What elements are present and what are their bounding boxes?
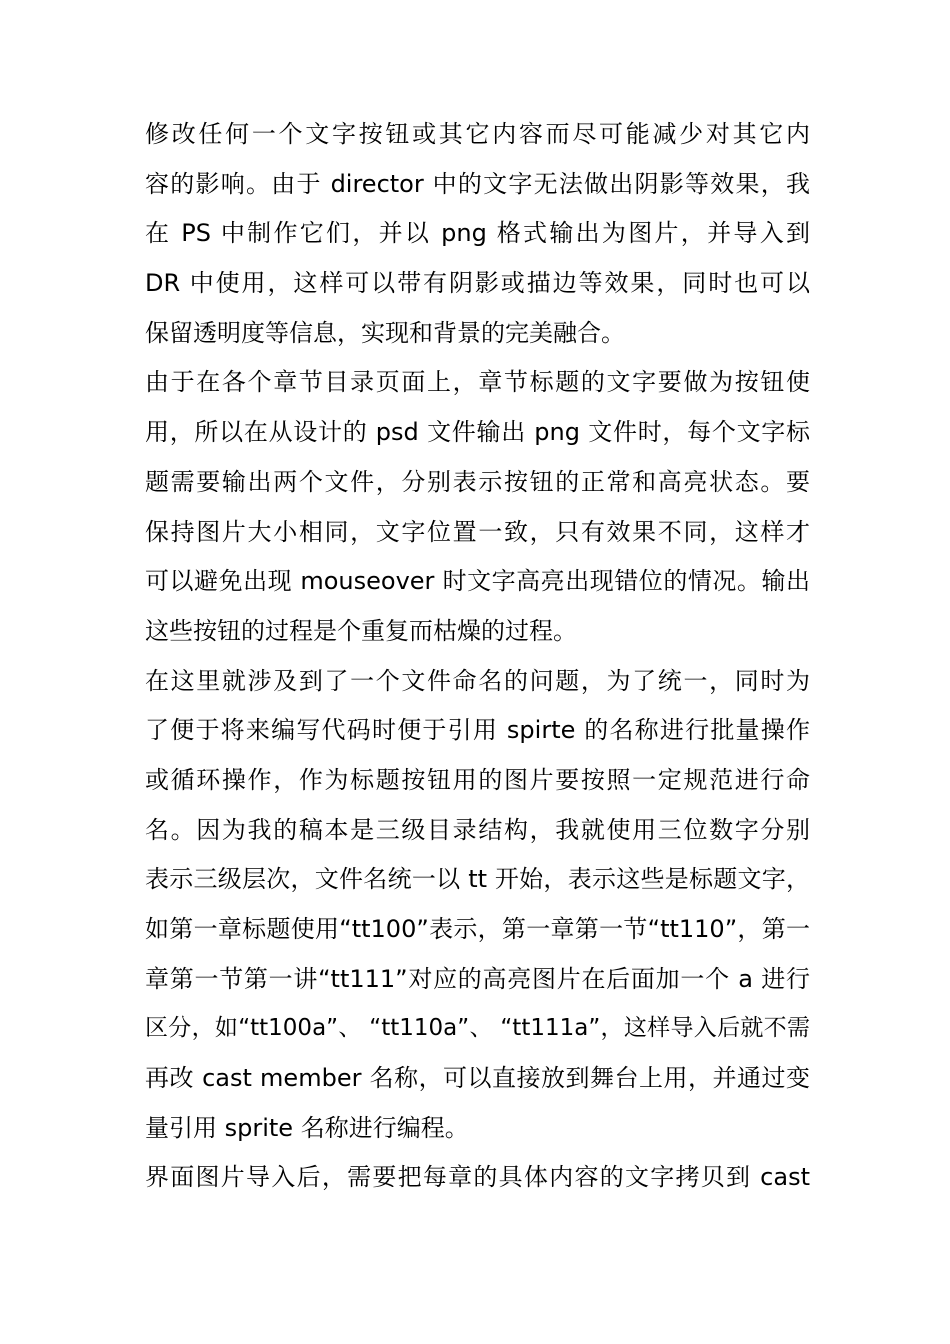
text-line: 题需要输出两个文件，分别表示按钮的正常和高亮状态。要 — [145, 467, 810, 496]
text-line: 界面图片导入后，需要把每章的具体内容的文字拷贝到 cast — [145, 1163, 810, 1192]
text-line: 在这里就涉及到了一个文件命名的问题，为了统一，同时为 — [145, 666, 810, 695]
text-line: 可以避免出现 mouseover 时文字高亮出现错位的情况。输出 — [145, 567, 810, 596]
text-line: 这些按钮的过程是个重复而枯燥的过程。 — [145, 616, 577, 645]
text-line: 保持图片大小相同，文字位置一致，只有效果不同，这样才 — [145, 517, 810, 546]
text-line: 由于在各个章节目录页面上，章节标题的文字要做为按钮使 — [145, 368, 810, 397]
text-line: 用，所以在从设计的 psd 文件输出 png 文件时，每个文字标 — [145, 418, 810, 447]
text-line: 量引用 sprite 名称进行编程。 — [145, 1113, 469, 1142]
body-text — [145, 110, 810, 1203]
text-line: 或循环操作，作为标题按钮用的图片要按照一定规范进行命 — [145, 765, 810, 794]
text-line: DR 中使用，这样可以带有阴影或描边等效果，同时也可以 — [145, 269, 810, 298]
text-line: 表示三级层次，文件名统一以 tt 开始，表示这些是标题文字， — [145, 865, 810, 894]
text-line: 再改 cast member 名称，可以直接放到舞台上用，并通过变 — [145, 1064, 810, 1093]
text-line: 保留透明度等信息，实现和背景的完美融合。 — [145, 318, 625, 347]
text-line: 容的影响。由于 director 中的文字无法做出阴影等效果，我 — [145, 169, 810, 198]
text-line: 如第一章标题使用“tt100”表示，第一章第一节“tt110”，第一 — [145, 915, 810, 943]
text-line: 了便于将来编写代码时便于引用 spirte 的名称进行批量操作 — [145, 716, 810, 745]
text-line: 名。因为我的稿本是三级目录结构，我就使用三位数字分别 — [145, 815, 810, 844]
text-line: 在 PS 中制作它们，并以 png 格式输出为图片，并导入到 — [145, 219, 810, 248]
text-line: 修改任何一个文字按钮或其它内容而尽可能减少对其它内 — [145, 120, 810, 148]
text-line: 章第一节第一讲“tt111”对应的高亮图片在后面加一个 a 进行 — [145, 964, 810, 993]
text-line: 区分，如“tt100a”、 “tt110a”、 “tt111a”，这样导入后就不需 — [145, 1015, 810, 1042]
